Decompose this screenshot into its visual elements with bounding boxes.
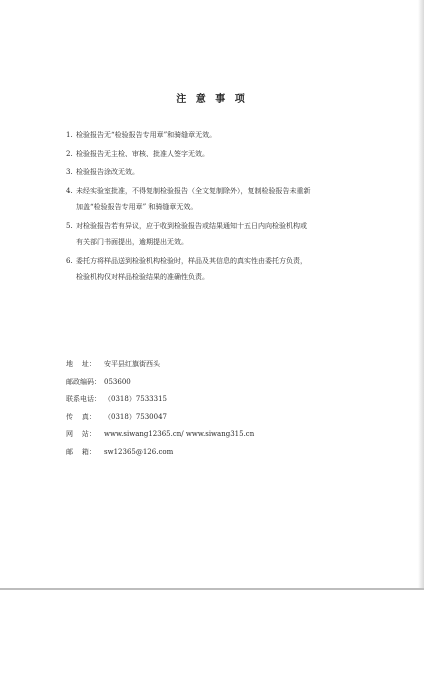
note-number: 2. <box>66 149 73 158</box>
contact-label: 邮政编码： <box>66 377 101 386</box>
contact-value: 053600 <box>104 377 131 386</box>
note-number: 5. <box>66 221 73 230</box>
contact-value: sw12365@126.com <box>104 447 174 456</box>
note-line-continuation: 有关部门书面提出，逾期提出无效。 <box>76 238 188 246</box>
note-number: 6. <box>66 256 73 265</box>
notes-list <box>66 131 366 292</box>
note-number: 1. <box>66 131 73 139</box>
contact-address <box>66 360 366 369</box>
note-item <box>66 131 366 140</box>
note-item <box>66 187 366 213</box>
contact-label: 联系电话： <box>66 395 101 404</box>
contact-fax <box>66 413 366 422</box>
contact-value: 安平县红旗街西头 <box>104 360 160 368</box>
contact-email <box>66 448 366 457</box>
contact-label: 地 址： <box>66 360 96 368</box>
page-bottom-edge <box>0 588 424 590</box>
scan-shadow <box>418 0 424 590</box>
contact-label: 邮 箱： <box>66 447 96 456</box>
note-line: 对检验报告若有异议，应于收到检验报告或结果通知十五日内向检验机构或 <box>76 221 307 230</box>
contact-postcode <box>66 378 366 387</box>
note-line: 检验报告无主检、审核、批准人签字无效。 <box>76 149 209 158</box>
note-line: 检验报告涂改无效。 <box>76 168 139 176</box>
note-text <box>76 222 366 248</box>
note-number: 4. <box>66 186 73 195</box>
contact-label: 网 站： <box>66 430 96 439</box>
contact-info <box>66 360 366 466</box>
note-line: 委托方将样品送到检验机构检验时，样品及其信息的真实性由委托方负责， <box>76 256 307 265</box>
contact-value: www.siwang12365.cn/ www.siwang315.cn <box>104 430 255 439</box>
contact-label: 传 真： <box>66 412 96 421</box>
contact-phone <box>66 395 366 404</box>
contact-value: （0318）7533315 <box>104 395 167 404</box>
note-line: 检验报告无“检验报告专用章”和骑缝章无效。 <box>76 131 217 139</box>
note-line: 未经实验室批准，不得复制检验报告（全文复制除外），复制检验报告未重新 <box>76 186 311 195</box>
note-item <box>66 222 366 248</box>
note-item <box>66 168 366 177</box>
note-text <box>76 131 366 140</box>
contact-value: （0318）7530047 <box>104 412 167 421</box>
note-number: 3. <box>66 168 73 176</box>
note-text <box>76 257 366 283</box>
contact-website <box>66 430 366 439</box>
note-text <box>76 187 366 213</box>
page-title: 注 意 事 项 <box>176 94 248 105</box>
note-text <box>76 150 366 159</box>
note-line-continuation: 加盖“检验报告专用章” 和骑缝章无效。 <box>76 203 198 211</box>
note-line-continuation: 检验机构仅对样品检验结果的准确性负责。 <box>76 273 209 281</box>
note-text <box>76 168 366 177</box>
note-item <box>66 257 366 283</box>
note-item <box>66 150 366 159</box>
